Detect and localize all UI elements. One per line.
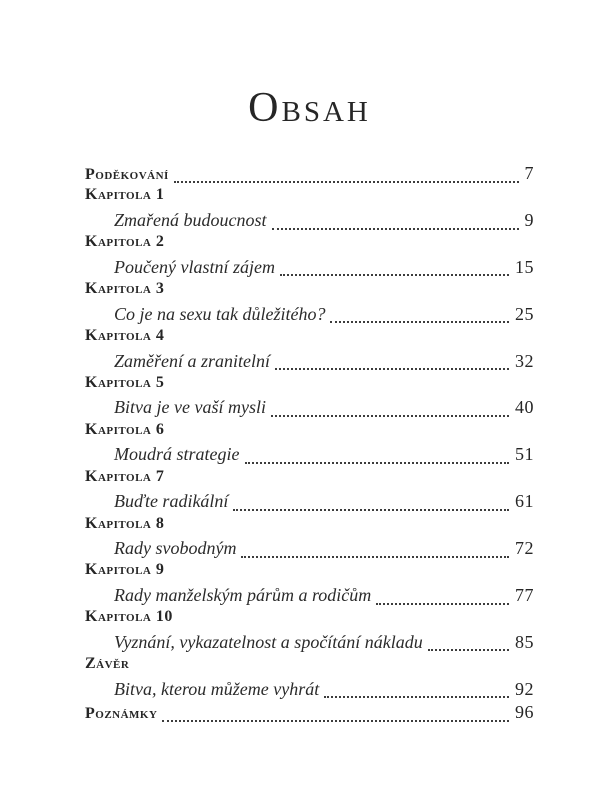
toc-entry [85, 702, 534, 725]
toc-entry [85, 210, 534, 233]
toc-entry [85, 233, 534, 256]
toc-page-number: 40 [515, 397, 534, 418]
toc-page-number: 32 [515, 350, 534, 371]
toc-entry [85, 561, 534, 584]
toc-entry [85, 374, 534, 397]
toc-leader-dots [272, 214, 519, 230]
toc-page-number: 77 [515, 584, 534, 605]
toc-entry-label: Kapitola 6 [85, 420, 165, 438]
toc-entry [85, 444, 534, 467]
toc-entry-label: Bitva, kterou můžeme vyhrát [114, 678, 320, 699]
toc-page-number: 72 [515, 538, 534, 558]
toc-entry [85, 280, 534, 303]
toc-entry-label: Bitva je ve vaší mysli [114, 397, 266, 418]
toc-entry-label: Kapitola 5 [85, 373, 165, 391]
toc-leader-dots [324, 682, 509, 698]
toc-page-number: 7 [524, 163, 534, 183]
toc-entry-label: Kapitola 10 [85, 608, 173, 626]
toc-entry-label: Kapitola 9 [85, 561, 165, 579]
toc-leader-dots [271, 401, 509, 417]
toc-leader-dots [245, 448, 510, 464]
toc-entry-label: Kapitola 4 [85, 327, 165, 345]
toc-entry-label: Kapitola 7 [85, 467, 165, 485]
toc-entry-label: Kapitola 1 [85, 186, 165, 204]
toc-entry-label: Rady svobodným [114, 538, 237, 558]
toc-entry-label: Poděkování [85, 166, 169, 183]
toc-entry-label: Závěr [85, 655, 130, 673]
toc-entry [85, 304, 534, 327]
toc-entry-label: Poznámky [85, 705, 158, 723]
toc-entry-label: Kapitola 8 [85, 514, 165, 532]
toc-entry [85, 327, 534, 350]
toc-leader-dots [376, 589, 509, 605]
toc-leader-dots [233, 495, 509, 511]
toc-leader-dots [330, 307, 509, 323]
toc-page-number: 61 [515, 491, 534, 512]
toc-entry-label: Kapitola 3 [85, 280, 165, 298]
toc-entry-label: Kapitola 2 [85, 233, 165, 251]
toc-entry-label: Vyznání, vykazatelnost a spočítání nákladu [114, 631, 423, 652]
toc-entry [85, 515, 534, 538]
toc-entry-label: Zaměření a zranitelní [114, 350, 270, 371]
toc-entry [85, 585, 534, 608]
toc-entry-label: Buďte radikální [114, 491, 229, 512]
toc-page-number: 25 [515, 303, 534, 324]
toc-leader-dots [428, 635, 509, 651]
toc-entry-label: Poučený vlastní zájem [114, 256, 275, 277]
toc-entry [85, 421, 534, 444]
toc-page-number: 96 [515, 702, 534, 723]
toc-page-number: 92 [515, 678, 534, 699]
page-title: Obsah [248, 85, 371, 131]
toc-entry-label: Co je na sexu tak důležitého? [114, 303, 326, 324]
toc-entry [85, 655, 534, 678]
toc-page-number: 51 [515, 444, 534, 465]
toc-leader-dots [280, 260, 509, 276]
toc-entry-label: Rady manželským párům a rodičům [114, 584, 372, 605]
toc-leader-dots [241, 542, 509, 558]
toc-entry [85, 491, 534, 514]
toc-entry [85, 163, 534, 186]
toc-entry [85, 632, 534, 655]
toc-entry-label: Moudrá strategie [114, 444, 240, 465]
toc-entry [85, 608, 534, 631]
toc-entry [85, 351, 534, 374]
toc-entry [85, 538, 534, 561]
toc-leader-dots [162, 706, 509, 722]
toc-leader-dots [275, 354, 509, 370]
toc-entry [85, 257, 534, 280]
toc-entry [85, 679, 534, 702]
toc-leader-dots [174, 167, 519, 183]
toc-page-number: 85 [515, 631, 534, 652]
toc-entry [85, 468, 534, 491]
toc-entry-label: Zmařená budoucnost [114, 209, 267, 230]
toc-entry [85, 186, 534, 209]
toc-page-number: 9 [524, 209, 534, 230]
toc-page-number: 15 [515, 256, 534, 277]
table-of-contents [85, 163, 534, 726]
toc-entry [85, 397, 534, 420]
